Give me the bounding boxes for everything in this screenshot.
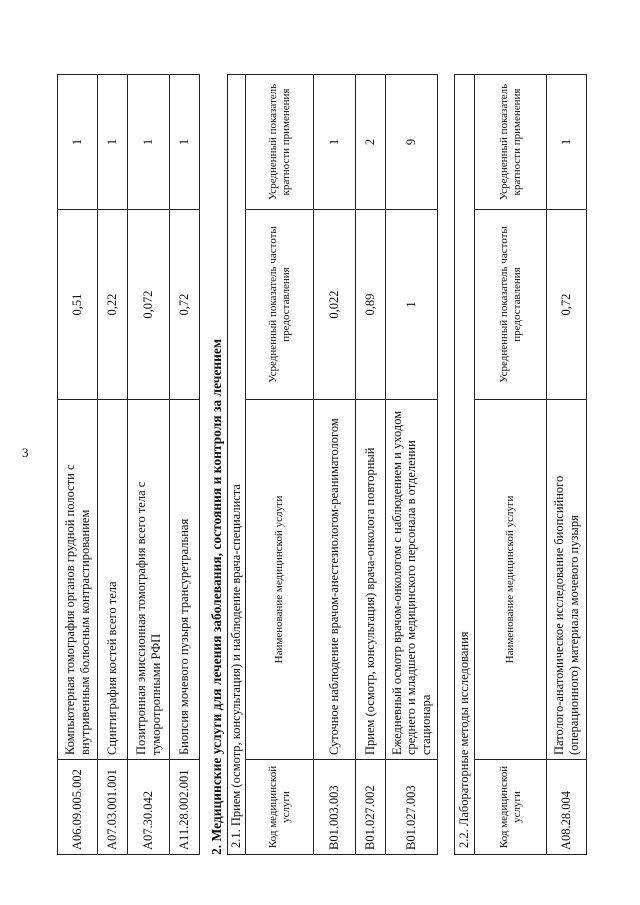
multiplicity-value: 1 [314,74,356,209]
service-code: A08.28.004 [547,760,587,855]
frequency-value: 0,072 [128,210,170,400]
table-subtitle: 2.1. Прием (осмотр, консультация) и наблюдение врача-специалиста [228,74,246,854]
rotated-page-content [57,75,612,855]
frequency-value: 0,72 [547,210,587,400]
multiplicity-value: 1 [128,75,170,210]
table-header-row [475,74,547,854]
lab-methods-table [454,74,587,855]
table-header-row [246,74,314,854]
table-row [386,74,438,854]
table-row [58,75,98,855]
frequency-value: 0,51 [58,210,98,400]
table-subtitle-row [228,74,246,854]
service-name: Прием (осмотр, консультация) врача-онколога повторный [356,400,386,760]
header-name: Наименование медицинской услуги [246,400,314,760]
service-code: B01.003.003 [314,760,356,855]
header-name: Наименование медицинской услуги [475,400,547,760]
service-code: A07.30.042 [128,760,170,855]
service-name: Позитронная эмиссионная томография всего тела с туморотропными РФП [128,400,170,760]
frequency-value: 1 [386,210,438,400]
table-row [98,75,128,855]
table-row [128,75,170,855]
section-title: 2. Медицинские услуги для лечения заболевания, состояния и контроля за лечением [209,338,224,855]
frequency-value: 0,22 [98,210,128,400]
service-code: B01.027.003 [386,760,438,855]
page-number: 3 [22,445,29,460]
consultations-table [227,74,438,855]
service-name: Сцинтиграфия костей всего тела [98,400,128,760]
service-name: Биопсия мочевого пузыря трансуретральная [170,400,200,760]
header-frequency: Усредненный показатель частоты предоставления [475,210,547,400]
service-code: A07.03.001.001 [98,760,128,855]
table-row [547,74,587,854]
service-code: A06.09.005.002 [58,760,98,855]
service-name: Патолого-анатомическое исследование биопсийного (операционного) материала мочевого пузыря [547,400,587,760]
table-subtitle: 2.2. Лабораторные методы исследования [455,74,475,854]
multiplicity-value: 9 [386,74,438,209]
service-name: Компьютерная томография органов грудной полости с внутривенным болюсным контрастированием [58,400,98,760]
table-row [170,75,200,855]
header-multiplicity: Усредненный показатель кратности применения [475,74,547,209]
multiplicity-value: 1 [547,74,587,209]
service-code: A11.28.002.001 [170,760,200,855]
multiplicity-value: 2 [356,74,386,209]
multiplicity-value: 1 [58,75,98,210]
table-subtitle-row [455,74,475,854]
table-row [356,74,386,854]
frequency-value: 0,89 [356,210,386,400]
header-code: Код медицинской услуги [246,760,314,855]
table-row [314,74,356,854]
header-multiplicity: Усредненный показатель кратности применения [246,74,314,209]
header-frequency: Усредненный показатель частоты предоставления [246,210,314,400]
header-code: Код медицинской услуги [475,760,547,855]
service-code: B01.027.002 [356,760,386,855]
multiplicity-value: 1 [170,75,200,210]
frequency-value: 0,022 [314,210,356,400]
frequency-value: 0,72 [170,210,200,400]
service-name: Ежедневный осмотр врачом-онкологом с наблюдением и уходом среднего и младшего медицинского персонала в отделении стационара [386,400,438,760]
diagnostics-table [57,74,200,855]
multiplicity-value: 1 [98,75,128,210]
service-name: Суточное наблюдение врачом-анестезиологом-реаниматологом [314,400,356,760]
